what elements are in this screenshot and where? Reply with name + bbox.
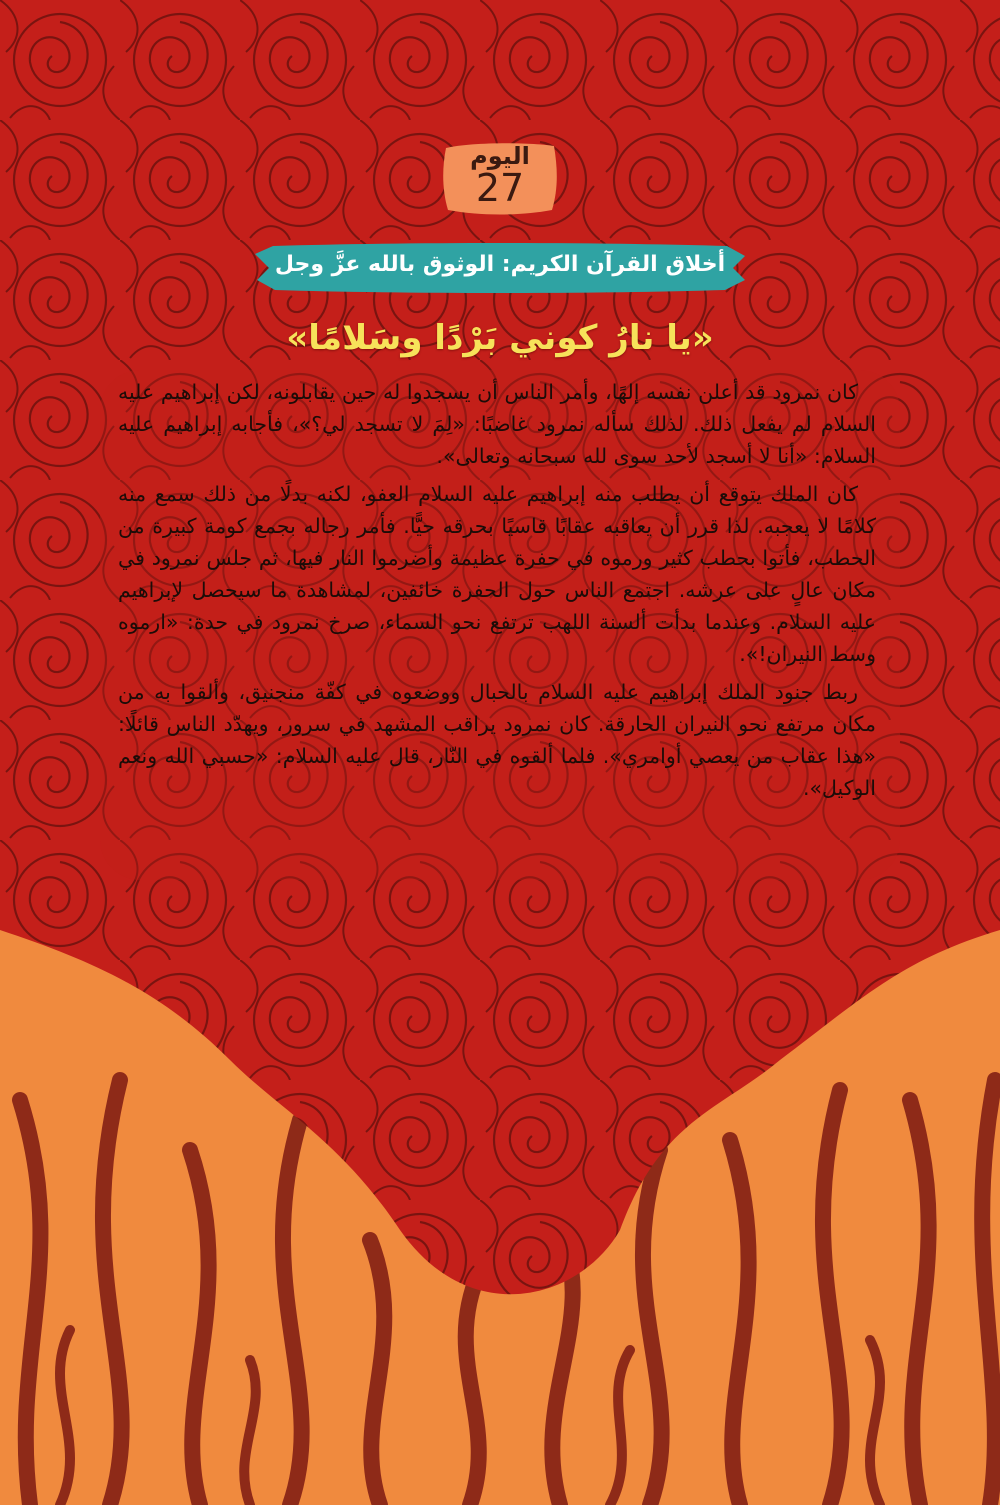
- story-body: [118, 376, 876, 810]
- story-title: «يا نارُ كوني بَرْدًا وسَلامًا»: [286, 318, 714, 358]
- topic-text: أخلاق القرآن الكريم: الوثوق بالله عزَّ وجل: [274, 252, 726, 277]
- story-paragraph-1: كان نمرود قد أعلن نفسه إلهًا، وأمر الناس أن يسجدوا له حين يقابلونه، لكن إبراهيم عليه السلام لم يفعل ذلك. لذلك سأله نمرود غاضبًا: «لِمَ لا تسجد لي؟»، فأجابه إبراهيم عليه السلام: «أنا لا أسجد لأحد سوى لله سبحانه وتعالى».: [118, 380, 876, 468]
- day-badge: [440, 140, 560, 216]
- day-number: 27: [475, 166, 525, 210]
- day-label: اليوم: [470, 142, 530, 170]
- topic-banner: [255, 240, 745, 294]
- story-paragraph-3: ربط جنود الملك إبراهيم عليه السلام بالحبال ووضعوه في كفّة منجنيق، وألقوا به من مكان مرتفع نحو النيران الحارقة. كان نمرود يراقب المشهد في سرور، ويهدّد الناس قائلًا: «هذا عقاب من يعصي أوامري». فلما ألقوه في النّار، قال عليه السلام: «حسبي الله ونعم الوكيل».: [118, 680, 876, 800]
- story-paragraph-2: كان الملك يتوقع أن يطلب منه إبراهيم عليه السلام العفو، لكنه بدلًا من ذلك سمع منه كلامًا لا يعجبه. لذا قرر أن يعاقبه عقابًا قاسيًا بحرقه حيًّا. فأمر رجاله بجمع كومة كبيرة من الحطب، فأتوا بحطب كثير ورموه في حفرة عظيمة وأضرموا النار فيها، ثم جلس نمرود في مكان عالٍ على عرشه. اجتمع الناس حول الحفرة خائفين، لمشاهدة ما سيحصل لإبراهيم عليه السلام. وعندما بدأت ألسنة اللهب ترتفع نحو السماء، صرخ نمرود في حدة: «ارموه وسط النيران!».: [118, 482, 876, 666]
